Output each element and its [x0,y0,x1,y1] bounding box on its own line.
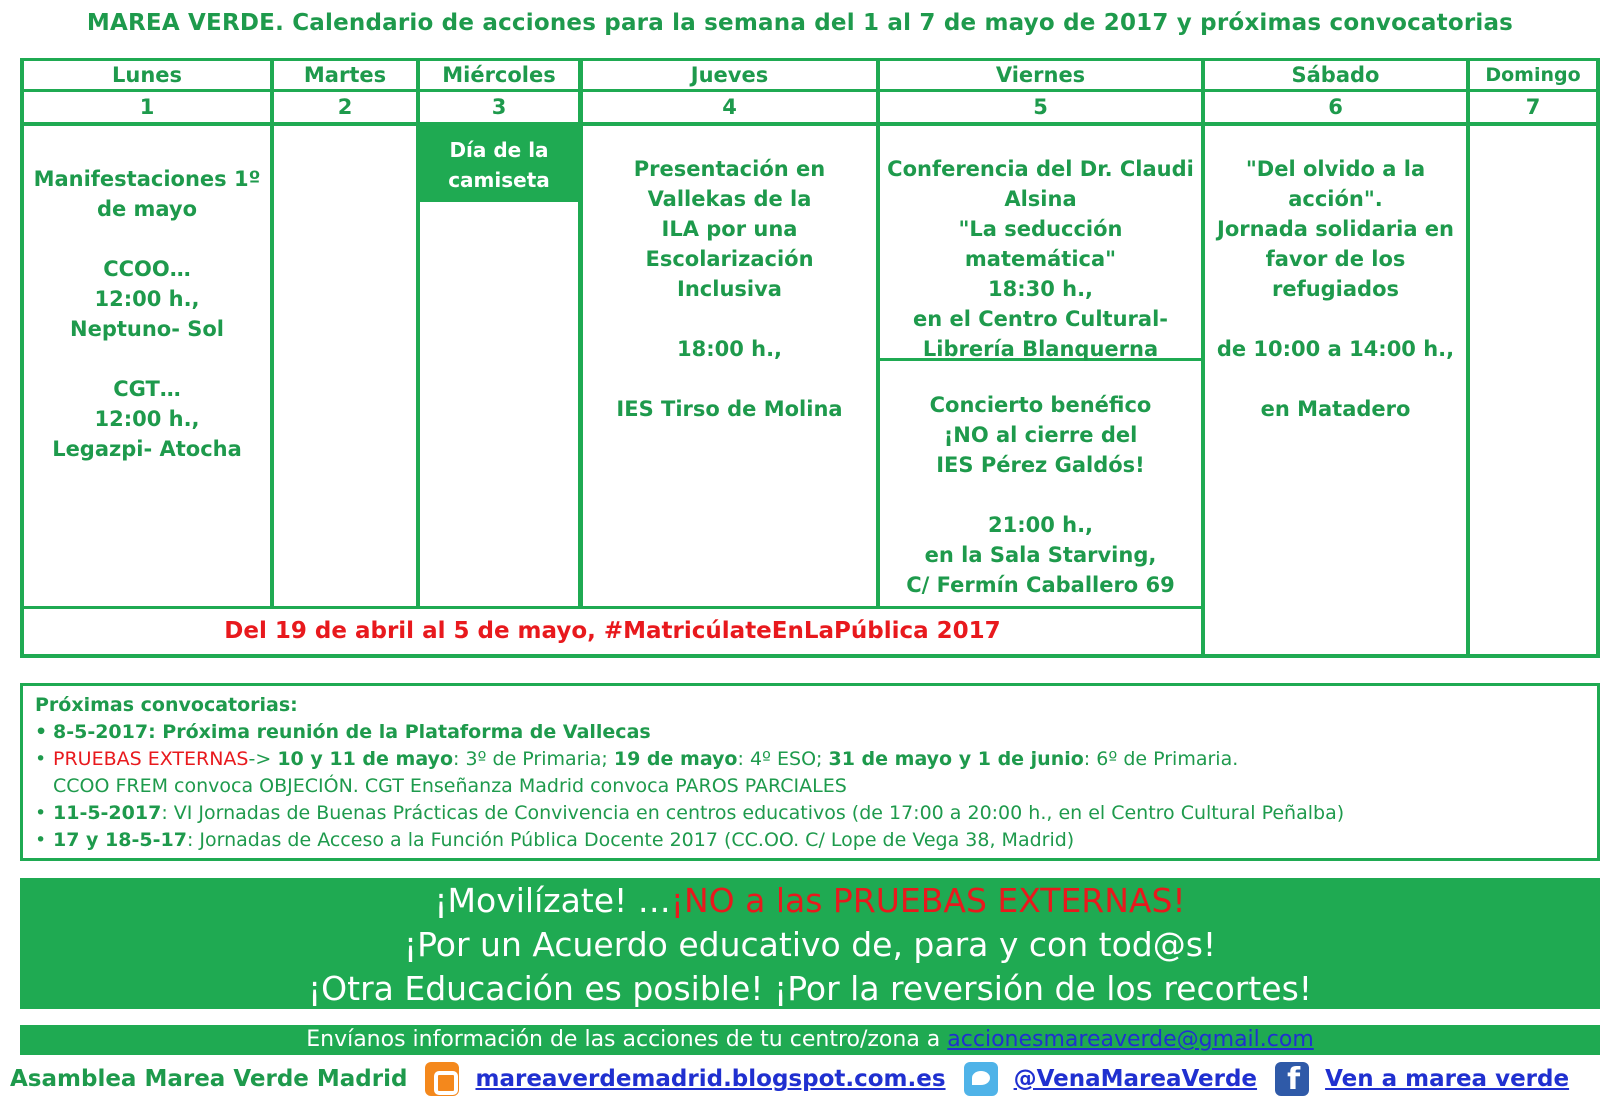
grid-line [270,58,274,609]
day-number-2: 2 [337,95,353,119]
event-line: 18:00 h., [676,337,783,361]
event-jueves [583,154,876,424]
assembly-name: Asamblea Marea Verde Madrid [10,1066,408,1092]
slogan-line: ¡Por un Acuerdo educativo de, para y con tod@s! [403,925,1217,964]
item-text: -> [248,748,278,770]
page-title: MAREA VERDE. Calendario de acciones para la semana del 1 al 7 de mayo de 2017 y próximas convocatorias [86,10,1514,36]
event-line: Neptuno- Sol [70,317,224,341]
event-line: Conferencia del Dr. Claudi [887,157,1194,181]
bullet-icon: • [35,802,47,824]
event-line: 18:30 h., [987,277,1094,301]
event-viernes-conferencia [880,154,1201,364]
event-line [24,224,270,254]
twitter-icon[interactable] [964,1062,998,1096]
event-line: ¡NO al cierre del [943,423,1138,447]
day-header-jueves: Jueves [690,63,769,87]
event-line: 21:00 h., [987,513,1094,537]
day-number-6: 6 [1328,95,1343,119]
event-line: camiseta [448,168,550,192]
event-line [583,304,876,334]
item-text: 8-5-2017: Próxima reunión de la Plataforma de Vallecas [53,721,651,743]
list-item [35,746,1585,773]
item-date: 31 de mayo y 1 de junio [828,748,1084,770]
event-line: Manifestaciones 1º [33,167,261,191]
grid-line [20,654,1600,658]
event-line: Escolarización [645,247,814,271]
matricula-campaign: Del 19 de abril al 5 de mayo, #MatricúlateEnLaPública 2017 [224,618,1001,644]
item-date: 17 y 18-5-17 [53,829,187,851]
event-line: Alsina [1004,187,1077,211]
footer [10,1062,1590,1098]
event-line: de mayo [96,197,198,221]
email-link[interactable]: accionesmareaverde@gmail.com [947,1027,1314,1052]
item-text: : 3º de Primaria; [453,748,614,770]
proximas-convocatorias [20,683,1600,861]
day-number-4: 4 [722,95,737,119]
facebook-icon[interactable] [1275,1062,1309,1096]
day-header-domingo: Domingo [1485,64,1581,86]
event-line: "Del olvido a la [1245,157,1426,181]
event-sabado [1205,154,1466,424]
slogan-line [20,879,1600,923]
event-line: Presentación en [633,157,826,181]
item-text: : Jornadas de Acceso a la Función Pública Docente 2017 (CC.OO. C/ Lope de Vega 38, Madrid) [186,829,1075,851]
grid-line [20,606,1205,609]
event-line: CGT… [113,377,181,401]
day-number-3: 3 [491,95,507,119]
event-line: ILA por una [661,217,798,241]
grid-line [1596,58,1600,658]
event-line [24,344,270,374]
item-text: : 4º ESO; [737,748,829,770]
event-lunes [24,164,270,464]
day-header-sabado: Sábado [1291,63,1380,87]
event-line: 12:00 h., [94,287,200,311]
event-line [583,364,876,394]
event-line: IES Pérez Galdós! [936,453,1145,477]
event-line: C/ Fermín Caballero 69 [906,573,1175,597]
bullet-icon: • [35,829,47,851]
event-line: acción". [1288,187,1383,211]
event-line: Día de la [449,138,549,162]
facebook-link[interactable]: Ven a marea verde [1325,1066,1570,1092]
item-date: 11-5-2017 [53,802,162,824]
day-header-martes: Martes [303,63,387,87]
event-line: Concierto benéfico [929,393,1152,417]
contact-text: Envíanos información de las acciones de tu centro/zona a [306,1027,948,1052]
list-item [35,719,1585,746]
item-highlight: PRUEBAS EXTERNAS [53,748,249,770]
item-date: 10 y 11 de mayo [277,748,453,770]
proximas-heading: Próximas convocatorias: [35,694,298,716]
event-line: Jornada solidaria en [1217,217,1454,241]
event-line [1205,364,1466,394]
day-header-viernes: Viernes [995,63,1086,87]
slogan-line: ¡Otra Educación es posible! ¡Por la reversión de los recortes! [307,969,1313,1008]
blogger-icon[interactable] [425,1062,459,1096]
event-line: en la Sala Starving, [924,543,1157,567]
event-line: de 10:00 a 14:00 h., [1216,337,1455,361]
camiseta-day-banner [420,126,578,202]
bullet-icon: • [35,721,48,743]
event-line: Librería Blanquerna [922,337,1159,361]
event-line: IES Tirso de Molina [616,397,843,421]
event-line [1205,304,1466,334]
calendar-table [20,58,1600,670]
item-text: : 6º de Primaria. [1083,748,1239,770]
event-line: refugiados [1271,277,1400,301]
contact-bar [20,1025,1600,1055]
slogan-highlight: ¡NO a las PRUEBAS EXTERNAS! [670,881,1186,920]
day-number-5: 5 [1033,95,1048,119]
event-line: matemática" [964,247,1117,271]
event-line: 12:00 h., [94,407,200,431]
grid-line [1466,58,1470,658]
event-line: "La seducción [958,217,1123,241]
day-number-1: 1 [139,95,155,119]
event-line: Legazpi- Atocha [52,437,242,461]
event-line [880,480,1201,510]
event-line: en Matadero [1260,397,1411,421]
event-line: CCOO… [103,257,191,281]
day-header-lunes: Lunes [111,63,183,87]
day-header-miercoles: Miércoles [442,63,556,87]
twitter-link[interactable]: @VenaMareaVerde [1013,1066,1258,1092]
list-item-continuation: CCOO FREM convoca OBJECIÓN. CGT Enseñanza Madrid convoca PAROS PARCIALES [53,775,847,797]
blog-link[interactable]: mareaverdemadrid.blogspot.com.es [475,1066,946,1092]
grid-line [20,122,1600,126]
event-line: Vallekas de la [647,187,812,211]
list-item [35,800,1585,827]
day-number-7: 7 [1525,95,1541,119]
bullet-icon: • [35,748,47,770]
item-text: : VI Jornadas de Buenas Prácticas de Convivencia en centros educativos (de 17:00 a 20:00 h., en el Centro Cultural Peñalba) [161,802,1345,824]
slogan-banner [20,878,1600,1009]
event-line: favor de los [1265,247,1406,271]
event-viernes-concierto [880,390,1201,600]
slogan-text: ¡Movilízate! … [434,881,671,920]
item-date: 19 de mayo [613,748,738,770]
event-line: Inclusiva [677,277,782,301]
list-item [35,827,1585,854]
event-line: en el Centro Cultural- [913,307,1168,331]
